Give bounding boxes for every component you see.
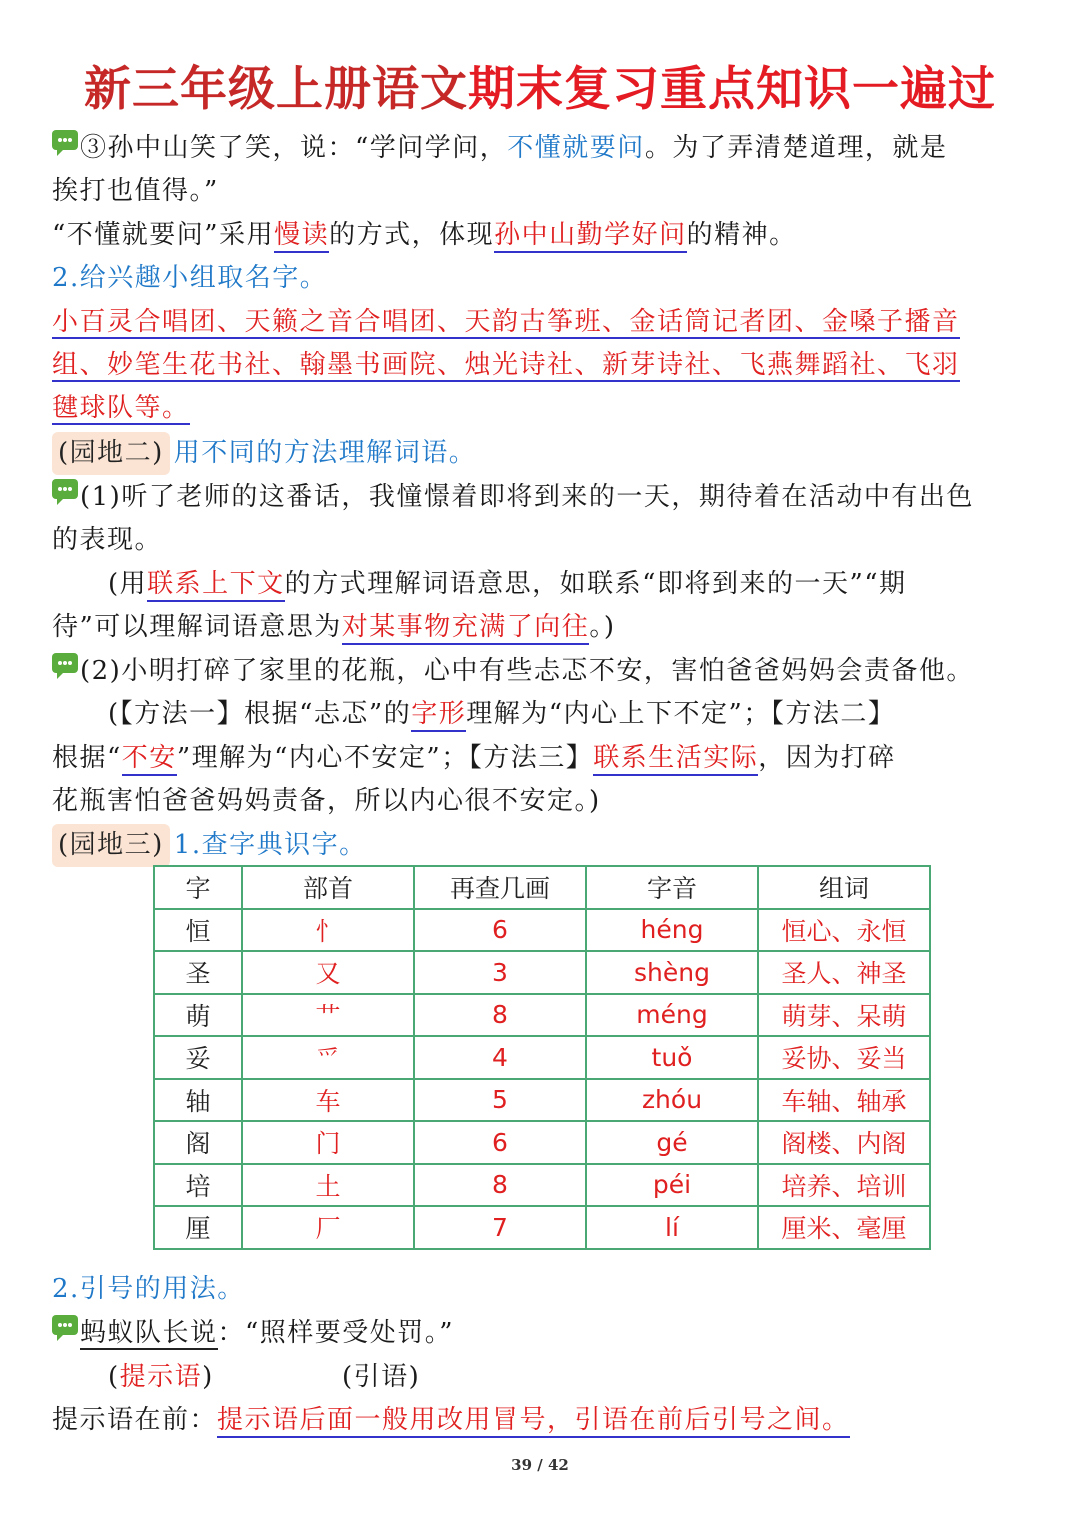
paragraph-analysis	[52, 214, 1032, 257]
cell-radical: 爫	[242, 1036, 414, 1079]
comment-icon	[52, 653, 78, 673]
answer1-line1	[52, 563, 1080, 606]
cell-radical: 车	[242, 1079, 414, 1122]
label-prompt: (提示语)	[108, 1362, 214, 1392]
cell-char: 轴	[154, 1079, 242, 1122]
text: 。)	[589, 612, 616, 642]
page-title	[0, 52, 1080, 119]
cell-char: 厘	[154, 1206, 242, 1249]
answer-text: 慢读	[274, 220, 329, 253]
cell-strokes: 6	[414, 909, 586, 952]
text: 的表现。	[52, 525, 163, 555]
title-part2: 期末复习重点知识一遍过	[468, 62, 996, 117]
cell-strokes: 8	[414, 1164, 586, 1207]
cell-char: 萌	[154, 994, 242, 1037]
cell-strokes: 3	[414, 951, 586, 994]
cell-strokes: 7	[414, 1206, 586, 1249]
col-header: 字音	[586, 866, 758, 909]
table-row	[154, 1079, 930, 1122]
answer-text: 字形	[411, 699, 466, 732]
answer2-line1	[52, 693, 1080, 736]
cell-pinyin: tuǒ	[586, 1036, 758, 1079]
text: (用	[108, 569, 148, 599]
garden2-heading	[52, 432, 1032, 475]
text: 待”可以理解词语意思为	[52, 612, 342, 642]
cell-radical: 艹	[242, 994, 414, 1037]
cell-char: 圣	[154, 951, 242, 994]
text: (【方法一】根据“忐忑”的	[108, 699, 412, 729]
section-title: 1.查字典识字。	[173, 830, 367, 860]
table-row	[154, 1121, 930, 1164]
cell-strokes: 4	[414, 1036, 586, 1079]
group-names-line: 毽球队等。	[52, 393, 190, 423]
section-tag: (园地二)	[52, 432, 170, 475]
comment-icon	[52, 479, 78, 499]
cell-pinyin: gé	[586, 1121, 758, 1164]
col-header: 组词	[758, 866, 930, 909]
cell-char: 恒	[154, 909, 242, 952]
paragraph-quote-line2	[52, 170, 1032, 213]
answer1-line2	[52, 606, 1032, 649]
group-names-block	[52, 301, 1032, 430]
cell-words: 圣人、神圣	[758, 951, 930, 994]
col-header: 再查几画	[414, 866, 586, 909]
answer-text: 提示语后面一般用改用冒号，引语在前后引号之间。	[217, 1405, 850, 1438]
text: 根据“	[52, 743, 122, 773]
cell-words: 萌芽、呆萌	[758, 994, 930, 1037]
question1-line2	[52, 519, 1032, 562]
question2	[52, 650, 1032, 693]
table-row	[154, 1036, 930, 1079]
cell-char: 妥	[154, 1036, 242, 1079]
cell-words: 恒心、永恒	[758, 909, 930, 952]
cell-char: 培	[154, 1164, 242, 1207]
cell-strokes: 8	[414, 994, 586, 1037]
col-header: 部首	[242, 866, 414, 909]
cell-pinyin: shèng	[586, 951, 758, 994]
cell-strokes: 6	[414, 1121, 586, 1164]
answer-text: 联系上下文	[147, 569, 285, 602]
cell-radical: 忄	[242, 909, 414, 952]
text: 挨打也值得。”	[52, 176, 219, 206]
table-row	[154, 994, 930, 1037]
page-number: 39 / 42	[511, 1456, 569, 1474]
paragraph-quote-line1	[52, 127, 1032, 170]
answer-text: 对某事物充满了向往	[342, 612, 590, 645]
cell-pinyin: méng	[586, 994, 758, 1037]
text: 理解为“内心上下不定”；【方法二】	[466, 699, 896, 729]
answer-text: 孙中山勤学好问	[494, 220, 687, 253]
cell-radical: 厂	[242, 1206, 414, 1249]
text: 。为了弄清楚道理，就是	[644, 133, 948, 163]
comment-icon	[52, 130, 78, 150]
answer-text: 不安	[122, 743, 177, 776]
text: 的方式，体现	[329, 220, 495, 250]
cell-char: 阁	[154, 1121, 242, 1164]
cell-pinyin: lí	[586, 1206, 758, 1249]
text: 的方式理解词语意思，如联系“即将到来的一天”“期	[284, 569, 907, 599]
comment-icon	[52, 1315, 78, 1335]
garden3-heading	[52, 824, 1032, 867]
prompt-text: 蚂蚁队长说	[80, 1318, 218, 1348]
cell-pinyin: péi	[586, 1164, 758, 1207]
label-quote: (引语)	[342, 1362, 421, 1392]
label-prompt-text: 提示语	[119, 1362, 203, 1392]
text: (2)小明打碎了家里的花瓶，心中有些忐忑不安，害怕爸爸妈妈会责备他。	[80, 656, 974, 686]
text: (1)听了老师的这番话，我憧憬着即将到来的一天，期待着在活动中有出色	[80, 482, 974, 512]
section-title: 用不同的方法理解词语。	[173, 438, 477, 468]
cell-strokes: 5	[414, 1079, 586, 1122]
text: 的精神。	[686, 220, 797, 250]
text: 花瓶害怕爸爸妈妈责备，所以内心很不安定。)	[52, 786, 601, 816]
quote-example	[52, 1312, 1032, 1355]
rule-line	[52, 1399, 1032, 1442]
text: ③孙中山笑了笑，说：“学问学问，	[80, 133, 508, 163]
dictionary-table	[153, 865, 931, 1250]
question1-line1	[52, 476, 1032, 519]
answer-text: 联系生活实际	[593, 743, 758, 776]
group-names-line: 小百灵合唱团、天籁之音合唱团、天韵古筝班、金话筒记者团、金嗓子播音	[52, 307, 960, 337]
text: “不懂就要问”采用	[52, 220, 275, 250]
table-row	[154, 1164, 930, 1207]
table-row	[154, 951, 930, 994]
section-heading-names: 2.给兴趣小组取名字。	[52, 263, 328, 293]
group-names-line: 组、妙笔生花书社、翰墨书画院、烛光诗社、新芽诗社、飞燕舞蹈社、飞羽	[52, 350, 960, 380]
title-part1: 新三年级上册语文	[84, 62, 468, 117]
cell-words: 厘米、毫厘	[758, 1206, 930, 1249]
highlight-text: 不懂就要问	[507, 133, 645, 163]
quote-text: ：“照样要受处罚。”	[217, 1318, 455, 1348]
cell-radical: 土	[242, 1164, 414, 1207]
text: 提示语在前：	[52, 1405, 218, 1435]
cell-words: 阁楼、内阁	[758, 1121, 930, 1164]
cell-words: 车轴、轴承	[758, 1079, 930, 1122]
col-header: 字	[154, 866, 242, 909]
cell-pinyin: zhóu	[586, 1079, 758, 1122]
cell-words: 培养、培训	[758, 1164, 930, 1207]
answer2-line2	[52, 737, 1032, 780]
table-row	[154, 909, 930, 952]
answer2-line3	[52, 780, 1032, 823]
table-row	[154, 1206, 930, 1249]
cell-radical: 门	[242, 1121, 414, 1164]
text: ，因为打碎	[758, 743, 896, 773]
section-heading-quotes: 2.引号的用法。	[52, 1274, 245, 1304]
section-tag: (园地三)	[52, 824, 170, 867]
cell-words: 妥协、妥当	[758, 1036, 930, 1079]
cell-radical: 又	[242, 951, 414, 994]
text: ”理解为“内心不安定”；【方法三】	[176, 743, 594, 773]
cell-pinyin: héng	[586, 909, 758, 952]
table-header-row	[154, 866, 930, 909]
